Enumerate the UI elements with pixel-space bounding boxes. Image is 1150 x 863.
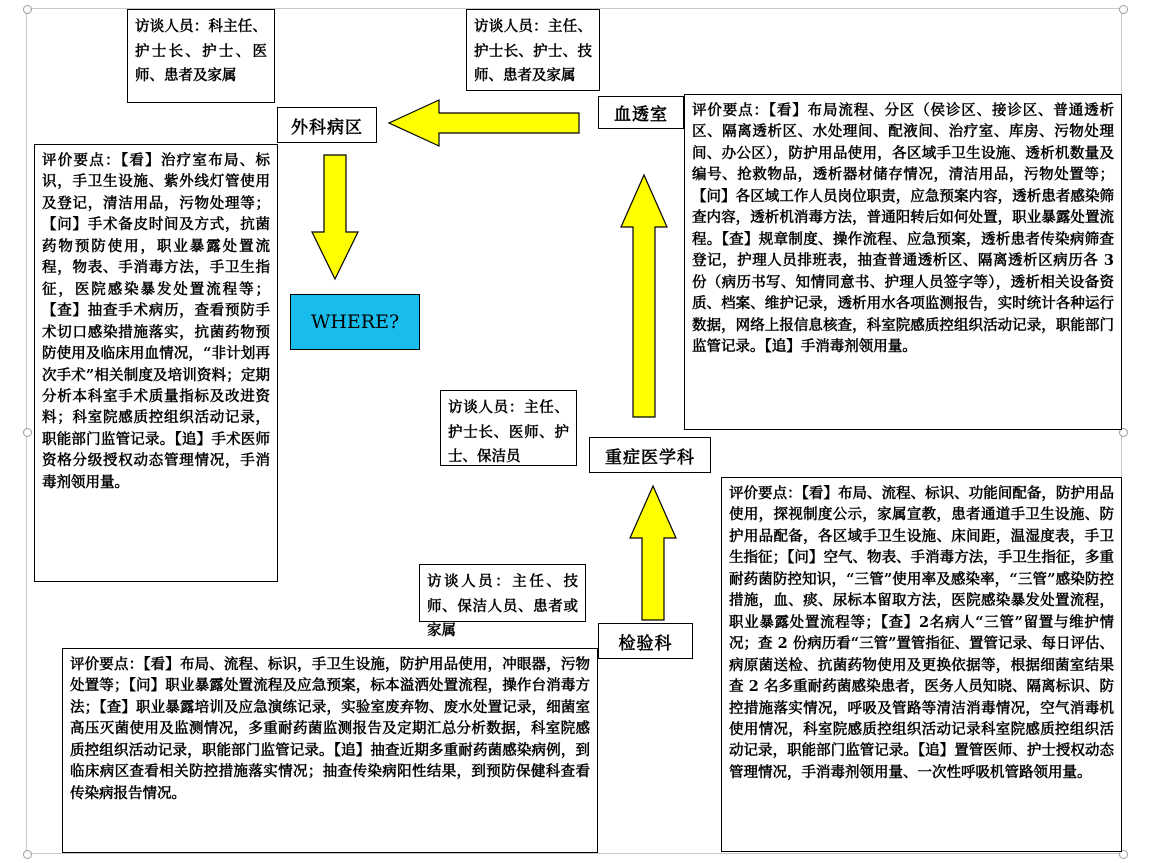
node-label-hemodialysis: 血透室 bbox=[614, 105, 668, 125]
interview-text-surgical: 访谈人员：科主任、护士长、护士、医师、患者及家属 bbox=[135, 18, 267, 85]
node-lab[interactable] bbox=[598, 623, 693, 659]
detail-box-hemodialysis bbox=[684, 94, 1122, 430]
corner-mark-bottom-left bbox=[23, 850, 32, 859]
detail-box-surgical bbox=[34, 144, 278, 582]
interview-box-lab bbox=[419, 564, 586, 640]
interview-text-icu: 访谈人员：主任、护士长、医师、护士、保洁员 bbox=[448, 399, 569, 466]
where-label: WHERE? bbox=[310, 311, 400, 333]
interview-box-icu bbox=[440, 390, 577, 466]
arrow-up-to-hemodialysis bbox=[616, 172, 672, 420]
corner-mark-top-right bbox=[1119, 5, 1128, 14]
arrow-down-to-where bbox=[307, 152, 363, 282]
interview-box-hemodialysis bbox=[466, 9, 600, 91]
detail-box-icu bbox=[721, 477, 1122, 852]
detail-text-icu: 评价要点：【看】布局、流程、标识、功能间配备，防护用品使用，探视制度公示，家属宣教，患者通道手卫生设施、防护用品配备，各区域手卫生设施、床间距，温湿度表，手卫生指征；【问】空气、物表、手消毒方法，手卫生指征，多重耐药菌防控知识，“三管”使用率及感染率，“三管”感染防控措施，血、痰、尿标本留取方法，医院感染暴发处置流程，职业暴露处置流程等；【查】2名病人“三管”留置与维护情况；查 2 份病历看“三管”置管指征、置管记录、每日评估、病原菌送检、抗菌药物使用及更换依据等，根据细菌室结果查 2 名多重耐药菌感染患者，医务人员知晓、隔离标识、防控措施落实情况，呼吸及管路等清洁消毒情况，空气消毒机使用情况，科室院感质控组织活动记录科室院感质控组织活动记录，职能部门监管记录。【追】置管医师、护士授权动态管理情况，手消毒剂领用量、一次性呼吸机管路领用量。 bbox=[729, 485, 1114, 781]
node-label-icu: 重症医学科 bbox=[605, 447, 695, 468]
detail-text-lab: 评价要点：【看】布局、流程、标识，手卫生设施，防护用品使用，冲眼器，污物处置等；【问】职业暴露处置流程及应急预案，标本溢洒处置流程，操作台消毒方法；【查】职业暴露培训及应急演练记录，实验室废弃物、废水处置记录，细菌室高压灭菌使用及监测情况，多重耐药菌监测报告及定期汇总分析数据，科室院感质控组织活动记录，职能部门监管记录。【追】抽查近期多重耐药菌感染病例，到临床病区查看相关防控措施落实情况；抽查传染病阳性结果，到预防保健科查看传染病报告情况。 bbox=[70, 656, 590, 802]
node-surgical-ward[interactable] bbox=[277, 107, 377, 143]
detail-box-lab bbox=[62, 648, 598, 853]
node-hemodialysis[interactable] bbox=[598, 96, 684, 129]
where-node[interactable] bbox=[290, 294, 420, 350]
interview-text-lab: 访谈人员：主任、技师、保洁人员、患者或家属 bbox=[427, 573, 578, 640]
arrow-left-to-surgical bbox=[384, 98, 584, 148]
detail-text-surgical: 评价要点：【看】治疗室布局、标识，手卫生设施、紫外线灯管使用及登记，清洁用品，污物处理等；【问】手术备皮时间及方式，抗菌药物预防使用，职业暴露处置流程，物表、手消毒方法，手卫生指征，医院感染暴发处置流程等；【查】抽查手术病历，查看预防手术切口感染措施落实，抗菌药物预防使用及临床用血情况，“非计划再次手术”相关制度及培训资料；定期分析本科室手术质量指标及改进资料；科室院感质控组织活动记录，职能部门监管记录。【追】手术医师资格分级授权动态管理情况，手消毒剂领用量。 bbox=[42, 152, 270, 491]
arrow-up-to-icu bbox=[625, 483, 681, 623]
interview-box-surgical bbox=[127, 9, 275, 103]
corner-mark-mid-left bbox=[23, 428, 32, 437]
detail-text-hemodialysis: 评价要点：【看】布局流程、分区（侯诊区、接诊区、普通透析区、隔离透析区、水处理间、配液间、治疗室、库房、污物处理间、办公区），防护用品使用，各区域手卫生设施、透析机数量及编号、抢救物品，透析器材储存情况，清洁用品，污物处置等；【问】各区域工作人员岗位职责，应急预案内容，透析患者感染筛查内容，透析机消毒方法，普通阳转后如何处置，职业暴露处置流程。【查】规章制度、操作流程、应急预案，透析患者传染病筛查登记，护理人员排班表，抽查普通透析区、隔离透析区病历各 3 份（病历书写、知情同意书、护理人员签字等），透析相关设备资质、档案、维护记录，透析用水各项监测报告，实时统计各种运行数据，网络上报信息核查，科室院感质控组织活动记录，职能部门监管记录。【追】手消毒剂领用量。 bbox=[692, 102, 1114, 355]
corner-mark-top-left bbox=[23, 5, 32, 14]
node-icu[interactable] bbox=[589, 437, 711, 473]
node-label-lab: 检验科 bbox=[618, 633, 673, 654]
interview-text-hemodialysis: 访谈人员：主任、护士长、护士、技师、患者及家属 bbox=[474, 18, 592, 85]
node-label-surgical-ward: 外科病区 bbox=[291, 117, 363, 138]
